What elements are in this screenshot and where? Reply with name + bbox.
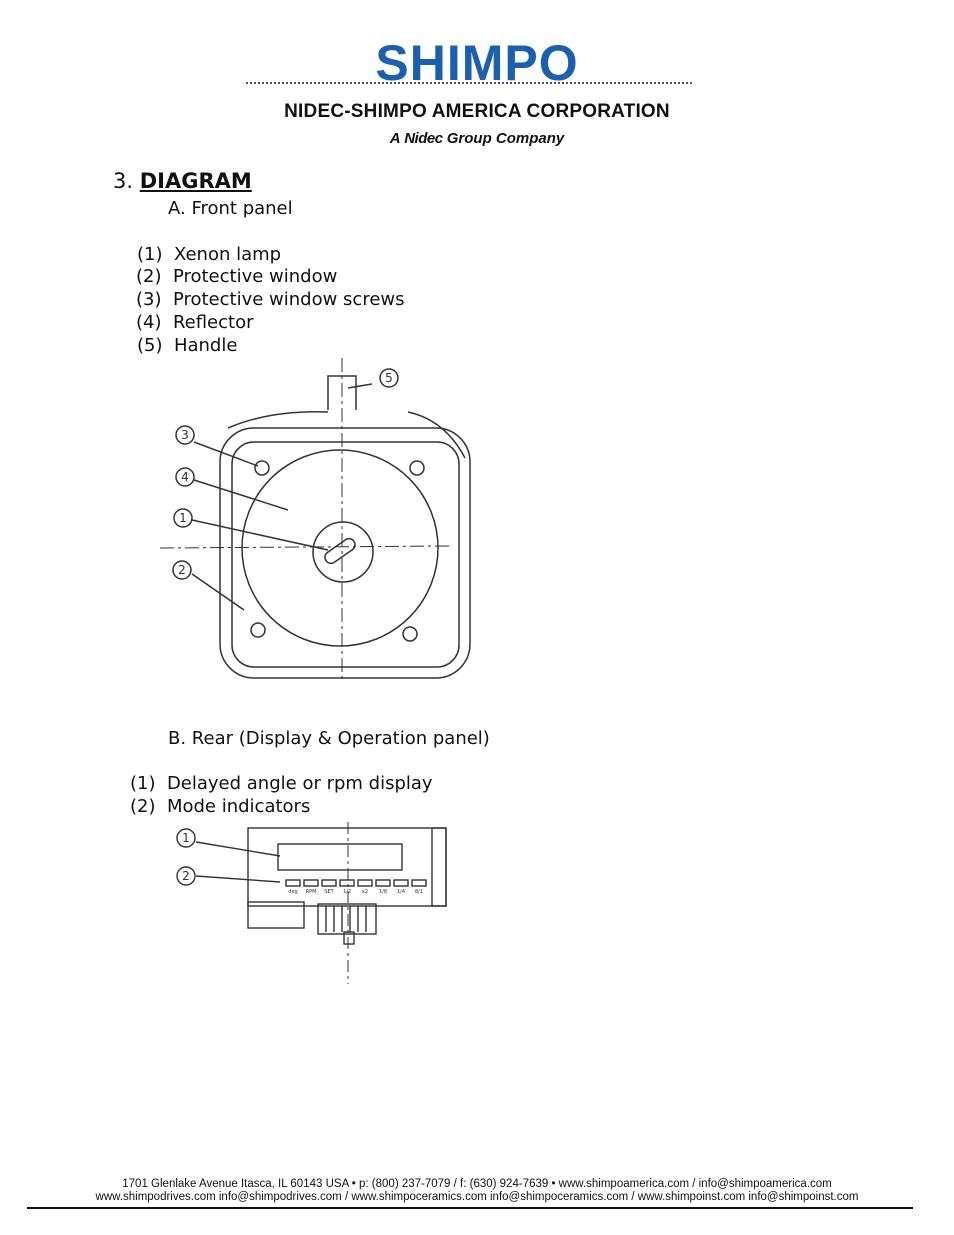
xenon-lamp <box>323 536 358 565</box>
mode-label-4: 1/2 <box>342 889 352 895</box>
screw-top-left <box>255 461 269 475</box>
mode-label-8: 8/1 <box>414 889 424 895</box>
reflector-circle <box>242 450 438 646</box>
front-item-4: (4) Reflector <box>136 312 254 333</box>
screw-bottom-left <box>251 623 265 637</box>
mode-label-3: SET <box>324 889 334 895</box>
footer-rule <box>27 1207 913 1209</box>
mode-button-4 <box>340 880 354 886</box>
mode-label-1: deg <box>288 889 298 895</box>
leader-3 <box>194 442 258 466</box>
front-panel-heading: A. Front panel <box>168 198 293 219</box>
callout-1: 1 <box>179 511 187 525</box>
tagline-prefix: A <box>389 130 401 147</box>
shimpo-logo-mark <box>337 38 617 86</box>
mode-button-1 <box>286 880 300 886</box>
tagline-brand: Nidec <box>404 130 443 147</box>
lamp-housing <box>313 522 373 582</box>
horizontal-centerline <box>160 546 450 548</box>
callout-5: 5 <box>385 371 393 385</box>
section-title: DIAGRAM <box>139 169 252 193</box>
section-number: 3. <box>113 169 134 193</box>
rear-panel-heading: B. Rear (Display & Operation panel) <box>168 728 490 749</box>
leader-2 <box>192 574 244 610</box>
company-name: NIDEC-SHIMPO AMERICA CORPORATION <box>284 101 670 122</box>
rear-item-2: (2) Mode indicators <box>130 796 311 817</box>
rear-callout-1: 1 <box>182 831 190 845</box>
header-divider <box>246 82 692 84</box>
screw-bottom-right <box>403 627 417 641</box>
front-item-5: (5) Handle <box>137 335 238 356</box>
mode-label-2: RPM <box>305 889 317 895</box>
mode-button-5 <box>358 880 372 886</box>
adjust-knob <box>318 904 376 934</box>
mode-label-7: 1/4 <box>396 889 406 895</box>
mode-button-6 <box>376 880 390 886</box>
leader-5 <box>348 384 372 388</box>
leader-1 <box>192 520 328 550</box>
leader-4 <box>194 480 288 510</box>
rpm-display-window <box>278 844 402 870</box>
callout-4: 4 <box>181 470 189 484</box>
screw-top-right <box>410 461 424 475</box>
rear-leader-1 <box>196 842 280 856</box>
mode-button-8 <box>412 880 426 886</box>
housing-arc-left <box>228 412 328 428</box>
front-panel-diagram <box>160 358 490 688</box>
mode-label-5: x2 <box>361 889 369 895</box>
panel-side <box>432 828 446 906</box>
callout-3: 3 <box>181 428 189 442</box>
company-tagline <box>0 130 954 147</box>
mode-button-7 <box>394 880 408 886</box>
mode-button-3 <box>322 880 336 886</box>
footer-address: 1701 Glenlake Avenue Itasca, IL 60143 USA • p: (800) 237-7079 / f: (630) 924-7639 • www.shimpoamerica.com / info@shimpoamerica.com <box>122 1178 832 1190</box>
mode-button-2 <box>304 880 318 886</box>
rear-leader-2 <box>196 876 280 882</box>
rear-item-1: (1) Delayed angle or rpm display <box>130 773 433 794</box>
callout-2: 2 <box>178 563 186 577</box>
brand-name: SHIMPO <box>375 38 579 86</box>
tagline-suffix: Group Company <box>446 130 565 147</box>
rear-callout-2: 2 <box>182 869 190 883</box>
rear-panel-diagram <box>170 822 460 987</box>
section-heading <box>113 169 252 193</box>
front-item-3: (3) Protective window screws <box>136 289 405 310</box>
front-item-1: (1) Xenon lamp <box>137 244 282 265</box>
footer-websites: www.shimpodrives.com info@shimpodrives.com / www.shimpoceramics.com info@shimpoceramics.com / www.shimpoinst.com info@shimpoinst.com <box>95 1191 859 1203</box>
mode-label-6: 1/8 <box>378 889 388 895</box>
front-item-2: (2) Protective window <box>136 266 338 287</box>
